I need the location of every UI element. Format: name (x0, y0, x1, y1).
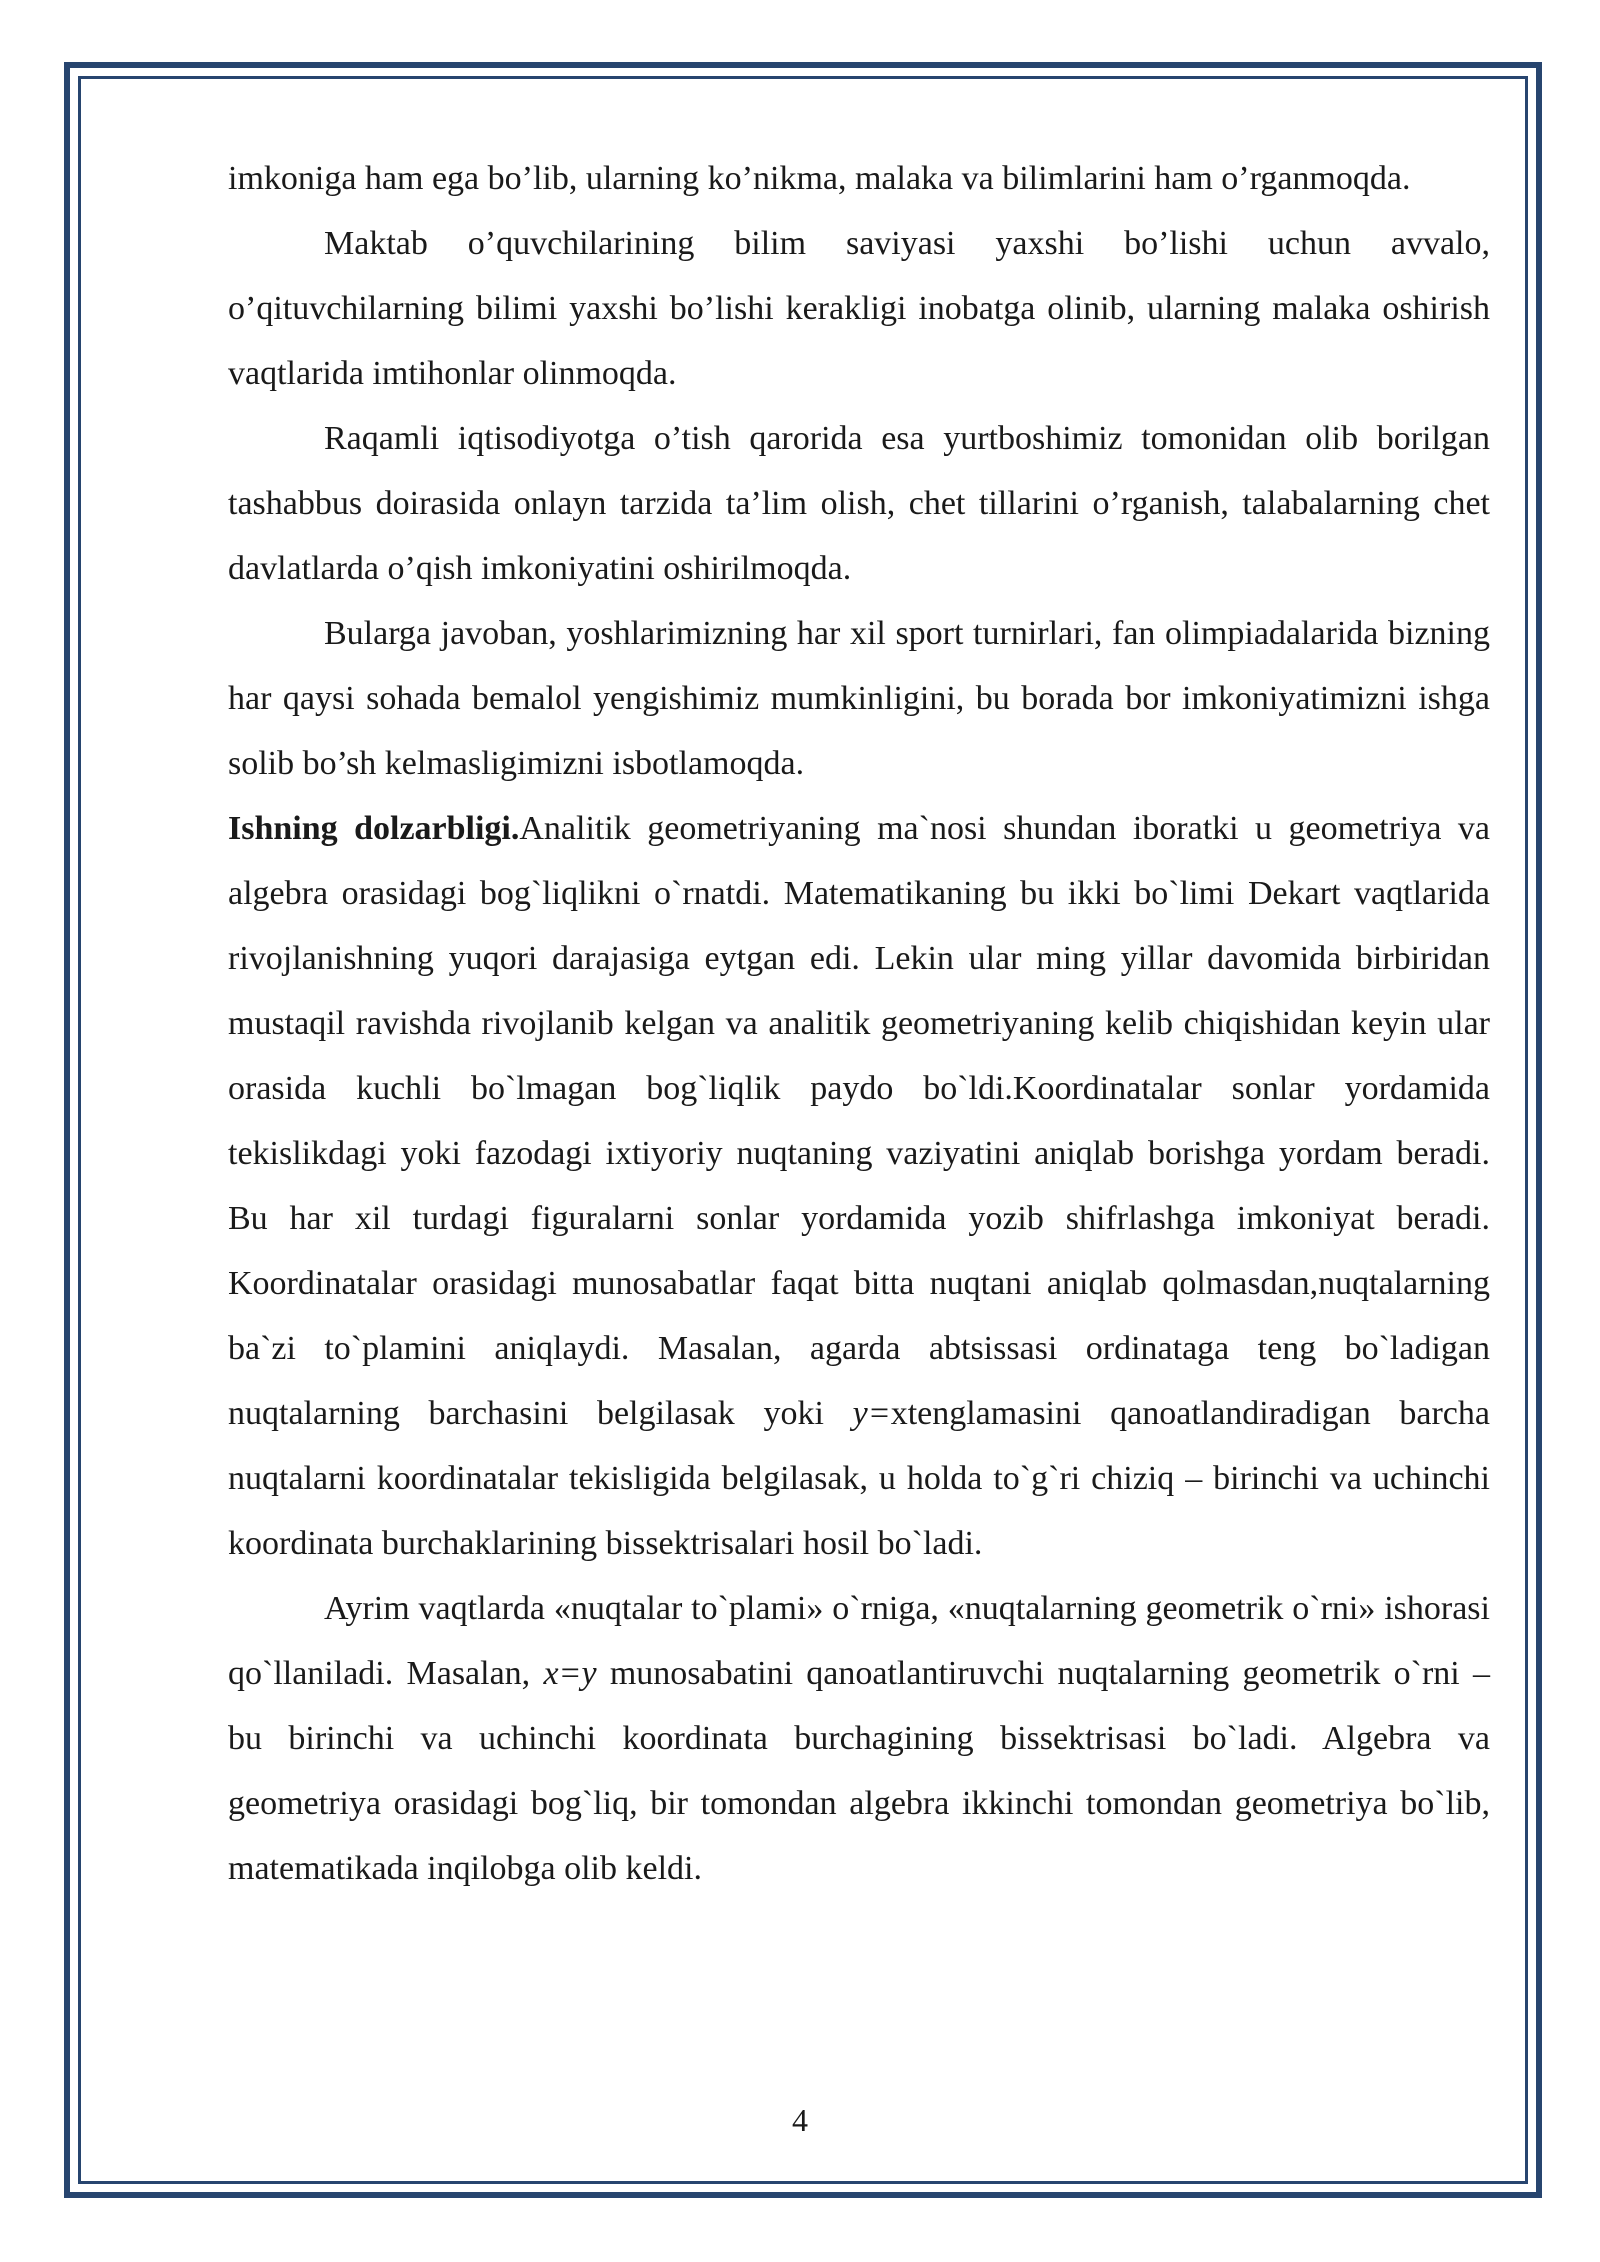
relevance-formula: y= (852, 1395, 891, 1432)
relevance-text: Analitik geometriyaning ma`nosi shundan iboratki u geometriya va algebra orasidagi bog`liqlikni o`rnatdi. Matematikaning bu ikki bo`limi Dekart vaqtlarida rivojlanishning yuqori darajasiga eytgan edi. Lekin ular ming yillar davomida birbiridan mustaqil ravishda rivojlanib kelgan va analitik geometriyaning kelib chiqishidan keyin ular orasida kuchli bo`lmagan bog`liqlik paydo bo`ldi.Koordinatalar sonlar yordamida tekislikdagi yoki fazodagi ixtiyoriy nuqtaning vaziyatini aniqlab borishga yordam beradi. Bu har xil turdagi figuralarni sonlar yordamida yozib shifrlashga imkoniyat beradi. Koordinatalar orasidagi munosabatlar faqat bitta nuqtani aniqlab qolmasdan,nuqtalarning ba`zi to`plamini aniqlaydi. Masalan, agarda abtsissasi ordinataga teng bo`ladigan nuqtalarning barchasini belgilasak yoki (228, 810, 1490, 1432)
paragraph-relevance (228, 796, 1490, 1576)
relevance-text-after: xtenglamasini qanoatlandiradigan barcha nuqtalarni koordinatalar tekisligida belgilasak, u holda to`g`ri chiziq – birinchi va uchinchi koordinata burchaklarining bissektrisalari hosil bo`ladi. (228, 1395, 1490, 1562)
locus-text: Ayrim vaqtlarda «nuqtalar to`plami» o`rniga, «nuqtalarning geometrik o`rni» ishorasi qo`llaniladi. Masalan, (228, 1590, 1490, 1692)
page-number: 4 (792, 2102, 808, 2138)
locus-formula: x=y (543, 1655, 597, 1692)
relevance-heading: Ishning dolzarbligi. (228, 810, 520, 847)
paragraph-locus (228, 1576, 1490, 1901)
paragraph-digital-economy: Raqamli iqtisodiyotga o’tish qarorida esa yurtboshimiz tomonidan olib borilgan tashabbus doirasida onlayn tarzida ta’lim olish, chet tillarini o’rganish, talabalarning chet davlatlarda o’qish imkoniyatini oshirilmoqda. (228, 420, 1490, 587)
paragraph-continuation: imkoniga ham ega bo’lib, ularning ko’nikma, malaka va bilimlarini ham o’rganmoqda. (228, 160, 1411, 197)
paragraph-youth-achievements: Bularga javoban, yoshlarimizning har xil sport turnirlari, fan olimpiadalarida bizning har qaysi sohada bemalol yengishimiz mumkinligini, bu borada bor imkoniyatimizni ishga solib bo’sh kelmasligimizni isbotlamoqda. (228, 615, 1490, 782)
paragraph-teacher-exams: Maktab o’quvchilarining bilim saviyasi yaxshi bo’lishi uchun avvalo, o’qituvchilarning bilimi yaxshi bo’lishi kerakligi inobatga olinib, ularning malaka oshirish vaqtlarida imtihonlar olinmoqda. (228, 225, 1490, 392)
document-body (228, 146, 1490, 1901)
locus-text-after: munosabatini qanoatlantiruvchi nuqtalarning geometrik o`rni – bu birinchi va uchinchi koordinata burchagining bissektrisasi bo`ladi. Algebra va geometriya orasidagi bog`liq, bir tomondan algebra ikkinchi tomondan geometriya bo`lib, matematikada inqilobga olib keldi. (228, 1655, 1490, 1887)
